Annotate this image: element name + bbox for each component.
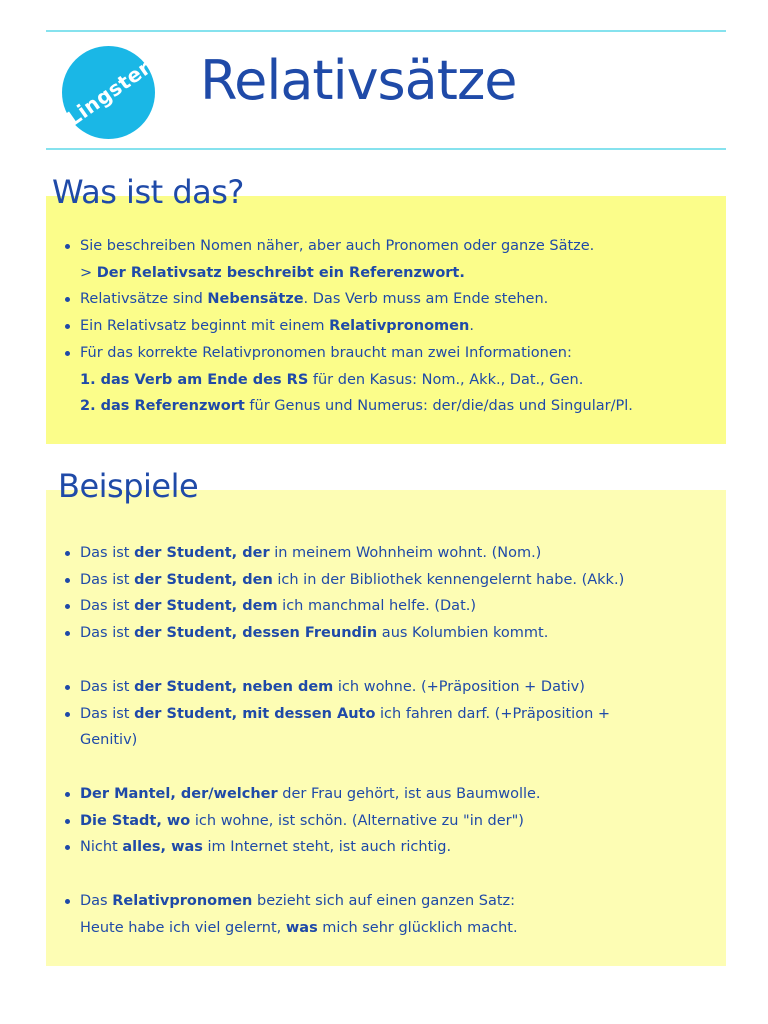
list-item-line	[80, 620, 738, 647]
list-item	[64, 808, 738, 835]
list-item-line	[80, 674, 738, 701]
list-item	[64, 567, 738, 594]
text-segment: Für das korrekte Relativpronomen braucht man zwei Informationen:	[80, 344, 572, 361]
lingster-logo	[62, 46, 155, 139]
text-segment: Das ist	[80, 678, 135, 695]
text-segment: Heute habe ich viel gelernt,	[80, 919, 286, 936]
text-segment: ich wohne. (+Präposition + Dativ)	[333, 678, 585, 695]
definition-list	[64, 233, 738, 420]
bold-text: alles, was	[122, 839, 203, 856]
examples-list	[64, 540, 738, 941]
list-item	[64, 593, 738, 620]
list-item	[64, 620, 738, 647]
list-item	[64, 340, 738, 420]
list-item	[64, 313, 738, 340]
section-title-definition: Was ist das?	[52, 173, 244, 211]
bold-text: der Student, der	[134, 545, 270, 561]
list-item-line	[80, 313, 738, 340]
list-item-line	[80, 808, 738, 835]
section-title-examples: Beispiele	[58, 467, 199, 505]
group-spacer	[64, 647, 738, 674]
text-segment: .	[469, 318, 474, 335]
list-item-line	[80, 915, 738, 942]
list-item	[64, 701, 738, 754]
bold-text: was	[285, 919, 318, 936]
text-segment: Das ist	[80, 545, 135, 561]
text-segment: Das ist	[80, 705, 135, 722]
list-item-line	[80, 286, 738, 313]
text-segment: ich manchmal helfe. (Dat.)	[277, 598, 477, 615]
text-segment: >	[80, 264, 97, 281]
list-item-line	[80, 727, 738, 754]
list-item-line	[80, 701, 738, 728]
list-item	[64, 286, 738, 313]
bold-text: Der Mantel, der/welcher	[80, 785, 278, 802]
list-item	[64, 674, 738, 701]
page-title: Relativsätze	[200, 49, 517, 112]
text-segment: ich in der Bibliothek kennengelernt habe. (Akk.)	[272, 571, 625, 588]
text-segment: mich sehr glücklich macht.	[317, 919, 518, 936]
list-item-line	[80, 781, 738, 808]
bold-text: 1. das Verb am Ende des RS	[80, 371, 309, 388]
header-divider	[46, 148, 726, 150]
bold-text: Nebensätze	[207, 291, 304, 308]
text-segment: im Internet steht, ist auch richtig.	[202, 839, 452, 856]
text-segment: Das ist	[80, 625, 135, 642]
list-item-line	[80, 393, 738, 420]
bold-text: der Student, mit dessen Auto	[134, 705, 376, 722]
logo-text: Lingster	[61, 54, 156, 131]
text-segment: der Frau gehört, ist aus Baumwolle.	[277, 785, 541, 802]
text-segment: bezieht sich auf einen ganzen Satz:	[252, 893, 516, 910]
text-segment: Sie beschreiben Nomen näher, aber auch Pronomen oder ganze Sätze.	[80, 238, 595, 254]
text-segment: ich wohne, ist schön. (Alternative zu "in der")	[190, 812, 524, 829]
text-segment: Nicht	[80, 839, 123, 856]
list-item	[64, 834, 738, 861]
text-segment: für den Kasus: Nom., Akk., Dat., Gen.	[308, 371, 584, 388]
top-divider	[46, 30, 726, 32]
list-item-line	[80, 540, 738, 567]
text-segment: für Genus und Numerus: der/die/das und Singular/Pl.	[244, 398, 633, 415]
text-segment: Relativsätze sind	[80, 291, 208, 308]
text-segment: aus Kolumbien kommt.	[377, 625, 549, 642]
bold-text: der Student, neben dem	[134, 678, 334, 695]
text-segment: Das ist	[80, 571, 135, 588]
bold-text: Relativpronomen	[112, 893, 253, 910]
list-item	[64, 888, 738, 941]
text-segment: Das	[80, 893, 113, 910]
bold-text: der Student, dem	[134, 598, 278, 615]
text-segment: Ein Relativsatz beginnt mit einem	[80, 318, 330, 335]
list-item-line	[80, 233, 738, 260]
list-item-line	[80, 367, 738, 394]
list-item	[64, 540, 738, 567]
list-item-line	[80, 567, 738, 594]
text-segment: . Das Verb muss am Ende stehen.	[303, 291, 549, 308]
list-item-line	[80, 888, 738, 915]
bold-text: der Student, den	[134, 571, 273, 588]
text-segment: Das ist	[80, 598, 135, 615]
list-item	[64, 233, 738, 286]
group-spacer	[64, 861, 738, 888]
group-spacer	[64, 754, 738, 781]
bold-text: der Student, dessen Freundin	[134, 625, 378, 642]
bold-text: Der Relativsatz beschreibt ein Referenzwort.	[96, 264, 465, 281]
text-segment: Genitiv)	[80, 732, 138, 749]
text-segment: in meinem Wohnheim wohnt. (Nom.)	[269, 545, 542, 561]
list-item	[64, 781, 738, 808]
bold-text: Relativpronomen	[329, 318, 470, 335]
bold-text: 2. das Referenzwort	[80, 398, 245, 415]
bold-text: Die Stadt, wo	[80, 812, 191, 829]
list-item-line	[80, 834, 738, 861]
text-segment: ich fahren darf. (+Präposition +	[375, 705, 611, 722]
list-item-line	[80, 260, 738, 287]
list-item-line	[80, 593, 738, 620]
list-item-line	[80, 340, 738, 367]
